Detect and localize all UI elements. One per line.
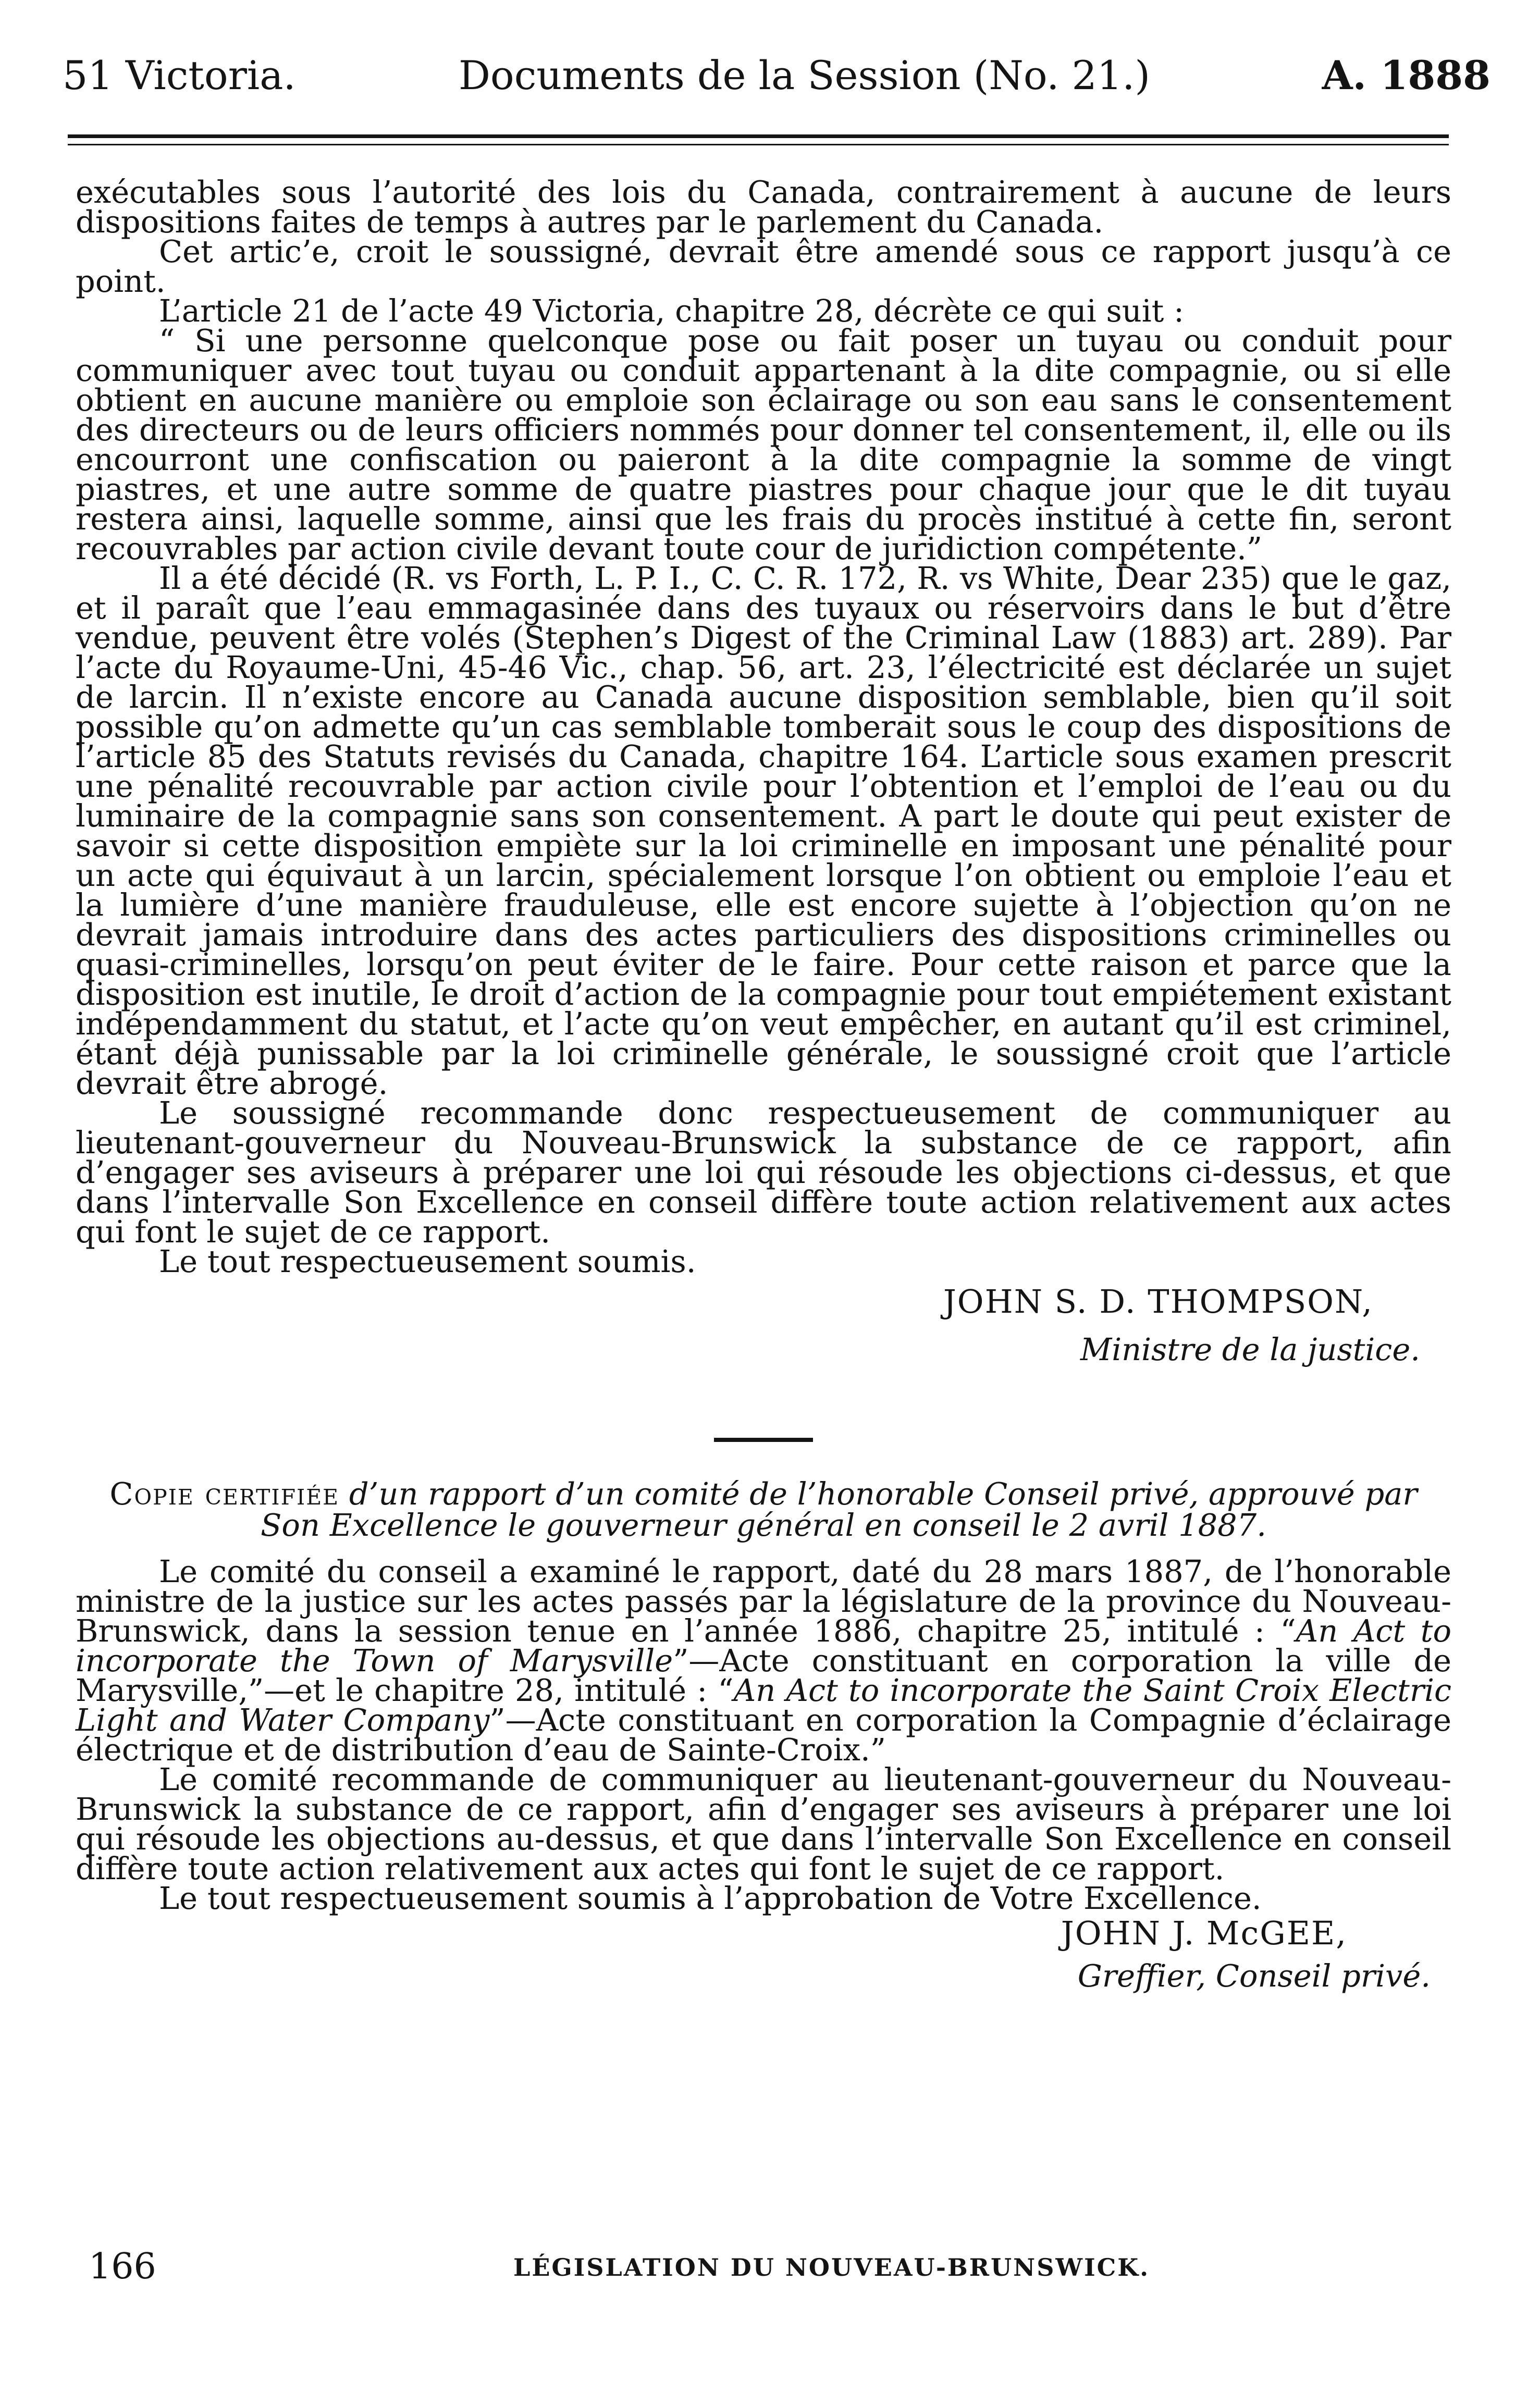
- paragraph: [76, 1553, 1451, 1768]
- header-volume: 51 Victoria.: [63, 52, 296, 98]
- act-title: An Act to incorporate the Saint Croix Electric Light and Water Company: [76, 1672, 1451, 1738]
- heading-lead: Copie certifiée: [109, 1476, 340, 1512]
- text-run: Le comité du conseil a examiné le rapport, daté du 28 mars 1887, de l’honorable ministre de la justice sur les actes passés par la législature de la province du Nouveau-Brunswick, dans la session tenue en l’année 1886, chapitre 25, intitulé : “: [76, 1553, 1451, 1649]
- paragraph: L’article 21 de l’acte 49 Victoria, chapitre 28, décrète ce qui suit :: [159, 293, 1184, 329]
- signature-block: [76, 1282, 1451, 1380]
- paragraph-continuation: exécutables sous l’autorité des lois du Canada, contrairement à aucune de leurs dispositions faites de temps à autres par le parlement du Canada.: [76, 174, 1451, 240]
- section-heading: [76, 1478, 1451, 1541]
- running-header: [63, 52, 1490, 109]
- footer-title: LÉGISLATION DU NOUVEAU-BRUNSWICK.: [513, 2253, 1150, 2281]
- quoted-article: “ Si une personne quelconque pose ou fait poser un tuyau ou conduit pour communiquer avec tout tuyau ou conduit appartenant à la dite compagnie, ou si elle obtient en aucune manière ou emploie son éclairage ou son eau sans le consentement des directeurs ou de leurs officiers nommés pour donner tel consentement, il, elle ou ils encourront une confiscation ou paieront à la dite compagnie la somme de vingt piastres, et une autre somme de quatre piastres pour chaque jour que le dit tuyau restera ainsi, laquelle somme, ainsi que les frais du procès institué à cette fin, seront recouvrables par action civile devant toute cour de juridiction compétente.”: [76, 323, 1451, 566]
- heading-text: d’un rapport d’un comité de l’honorable Conseil privé, approuvé par Son Excellence le gouverneur général en conseil le 2 avril 1887.: [261, 1476, 1418, 1543]
- signature-block: [76, 1914, 1451, 2022]
- paragraph: Le tout respectueusement soumis.: [159, 1243, 696, 1279]
- paragraph: Il a été décidé (R. vs Forth, L. P. I., C. C. R. 172, R. vs White, Dear 235) que le gaz, et il paraît que l’eau emmagasinée dans des tuyaux ou réservoirs dans le but d’être vendue, peuvent être volés (Stephen’s Digest of the Criminal Law (1883) art. 289). Par l’acte du Royaume-Uni, 45-46 Vic., chap. 56, art. 23, l’électricité est déclarée un sujet de larcin. Il n’existe encore au Canada aucune disposition semblable, bien qu’il soit possible qu’on admette qu’un cas semblable tomberait sous le coup des dispositions de l’article 85 des Statuts revisés du Canada, chapitre 164. L’article sous examen prescrit une pénalité recouvrable par action civile pour l’obtention et l’emploi de l’eau ou du luminaire de la compagnie sans son consentement. A part le doute qui peut exister de savoir si cette disposition empiète sur la loi criminelle en imposant une pénalité pour un acte qui équivaut à un larcin, spécialement lorsque l’on obtient ou emploie l’eau et la lumière d’une manière frauduleuse, elle est encore sujette à l’objection qu’on ne devrait jamais introduire dans des actes particuliers des dispositions criminelles ou quasi-criminelles, lorsqu’on peut éviter de le faire. Pour cette raison et parce que la disposition est inutile, le droit d’action de la compagnie pour tout empiétement existant indépendamment du statut, et l’acte qu’on veut empêcher, en autant qu’il est criminel, étant déjà punissable par la loi criminelle générale, le soussigné croit que l’article devrait être abrogé.: [76, 560, 1451, 1101]
- paragraph: Le comité recommande de communiquer au lieutenant-gouverneur du Nouveau-Brunswick la substance de ce rapport, afin d’engager ses aviseurs à préparer une loi qui résoude les objections au-dessus, et que dans l’intervalle Son Excellence en conseil diffère toute action relativement aux actes qui font le sujet de ce rapport.: [76, 1761, 1451, 1886]
- act-title: An Act to incorporate the Town of Marysville: [76, 1613, 1451, 1679]
- page-number: 166: [89, 2246, 156, 2287]
- signatory-title: Greffier, Conseil privé.: [1077, 1958, 1431, 1994]
- page-footer: [89, 2246, 1444, 2288]
- paragraph: Le soussigné recommande donc respectueusement de communiquer au lieutenant-gouverneur du Nouveau-Brunswick la substance de ce rapport, afin d’engager ses aviseurs à préparer une loi qui résoude les objections ci-dessus, et que dans l’intervalle Son Excellence en conseil diffère toute action relativement aux actes qui font le sujet de ce rapport.: [76, 1095, 1451, 1250]
- body-text: [76, 174, 1451, 2022]
- header-rule-thick: [68, 134, 1449, 138]
- header-year: A. 1888: [1322, 52, 1490, 98]
- text-run: ”—Acte constituant en corporation la Compagnie d’éclairage électrique et de distribution d’eau de Sainte-Croix.”: [76, 1702, 1451, 1768]
- header-title: Documents de la Session (No. 21.): [459, 52, 1151, 98]
- signatory-title: Ministre de la justice.: [1080, 1331, 1420, 1367]
- text-run: ”—Acte constituant en corporation la ville de Marysville,”—et le chapitre 28, intitulé : “: [76, 1643, 1451, 1708]
- signatory-name: JOHN S. D. THOMPSON,: [943, 1282, 1373, 1321]
- paragraph: Le tout respectueusement soumis à l’approbation de Votre Excellence.: [159, 1880, 1262, 1916]
- header-rule-thin: [68, 144, 1449, 145]
- signatory-name: JOHN J. McGEE,: [1061, 1914, 1347, 1952]
- section-divider: [714, 1438, 813, 1442]
- paragraph: Cet artic’e, croit le soussigné, devrait être amendé sous ce rapport jusqu’à ce point.: [76, 233, 1451, 299]
